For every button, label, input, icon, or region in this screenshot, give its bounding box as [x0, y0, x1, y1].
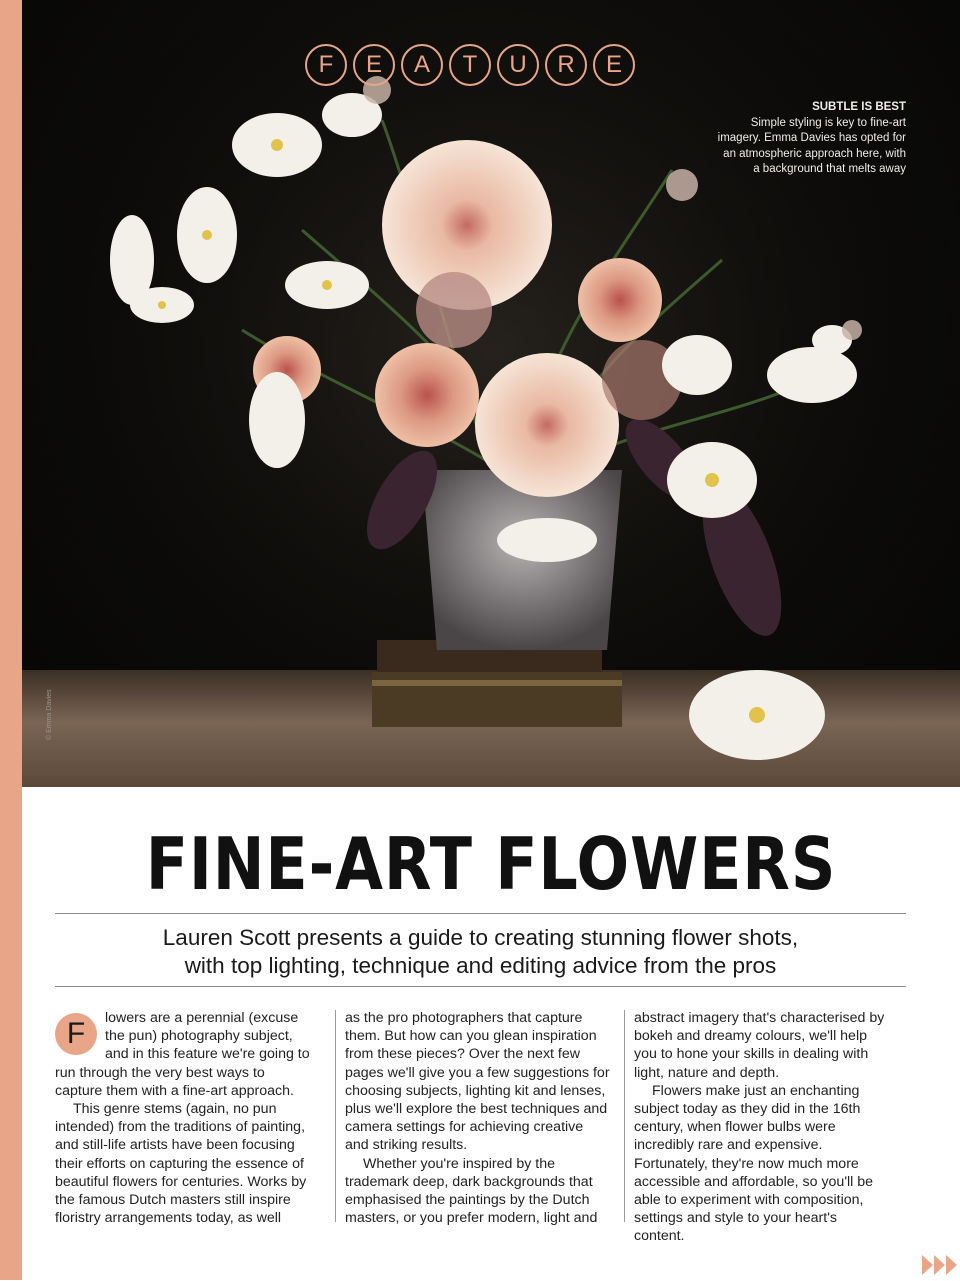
dahlia-flower [375, 343, 479, 447]
section-label-letter: R [545, 44, 587, 86]
body-paragraph: This genre stems (again, no pun intended) from the traditions of painting, and still-life artists have been focusing their efforts on capturing the essence of beautiful flowers for centuries. Works by the famous Dutch masters still inspire floristry arrangements today, as well [55, 1101, 307, 1227]
photo-credit: © Emma Davies [46, 689, 53, 740]
hero-photo [22, 0, 960, 787]
section-label-letter: E [593, 44, 635, 86]
dahlia-flower [578, 258, 662, 342]
body-column-2 [345, 1009, 610, 1227]
divider-rule [55, 913, 906, 914]
body-paragraph: abstract imagery that's characterised by bokeh and dreamy colours, we'll help you to hone your skills in dealing with light, nature and depth. [634, 1010, 885, 1081]
body-column-1 [55, 1009, 311, 1227]
section-label-letter: F [305, 44, 347, 86]
body-paragraph: Flowers make just an enchanting subject today as they did in the 16th century, when flower bulbs were incredibly rare and expensive. Fortunately, they're now much more accessible and affordable, so you'll be able to experiment with composition, settings and style to your heart's content. [634, 1082, 874, 1245]
section-label-letter: U [497, 44, 539, 86]
drop-cap: F [55, 1013, 97, 1055]
section-label-letter: T [449, 44, 491, 86]
caption-text: Simple styling is key to fine-art imagery. Emma Davies has opted for an atmospheric approach here, with a background that melts away [717, 116, 906, 175]
vase [422, 470, 622, 650]
section-label-feature [305, 44, 635, 86]
standfirst-line: Lauren Scott presents a guide to creating stunning flower shots, [162, 925, 799, 950]
body-paragraph: as the pro photographers that capture them. But how can you glean inspiration from these pieces? Over the next few pages we'll give you a few suggestions for choosing subjects, lighting kit and lenses, plus we'll explore the best techniques and camera settings for achieving creative and striking results. [345, 1010, 610, 1154]
dahlia-flower [475, 353, 619, 497]
side-accent-strip [0, 0, 22, 1280]
caption-title: SUBTLE IS BEST [812, 101, 906, 113]
next-page-arrows-icon[interactable] [922, 1254, 958, 1281]
column-divider [624, 1010, 625, 1222]
divider-rule [55, 986, 906, 987]
headline: FINE-ART FLOWERS [145, 822, 837, 906]
body-paragraph: Whether you're inspired by the trademark deep, dark backgrounds that emphasised the paintings by the Dutch masters, or you prefer modern, light and [345, 1155, 598, 1227]
section-label-letter: E [353, 44, 395, 86]
column-divider [335, 1010, 336, 1222]
photo-caption [716, 100, 906, 178]
body-column-3 [634, 1009, 890, 1246]
section-label-letter: A [401, 44, 443, 86]
standfirst-line: with top lighting, technique and editing advice from the pros [184, 953, 777, 978]
body-paragraph: lowers are a perennial (excuse the pun) photography subject, and in this feature we're going to run through the very best ways to capture them with a fine-art approach. [55, 1010, 310, 1099]
standfirst [55, 924, 906, 980]
